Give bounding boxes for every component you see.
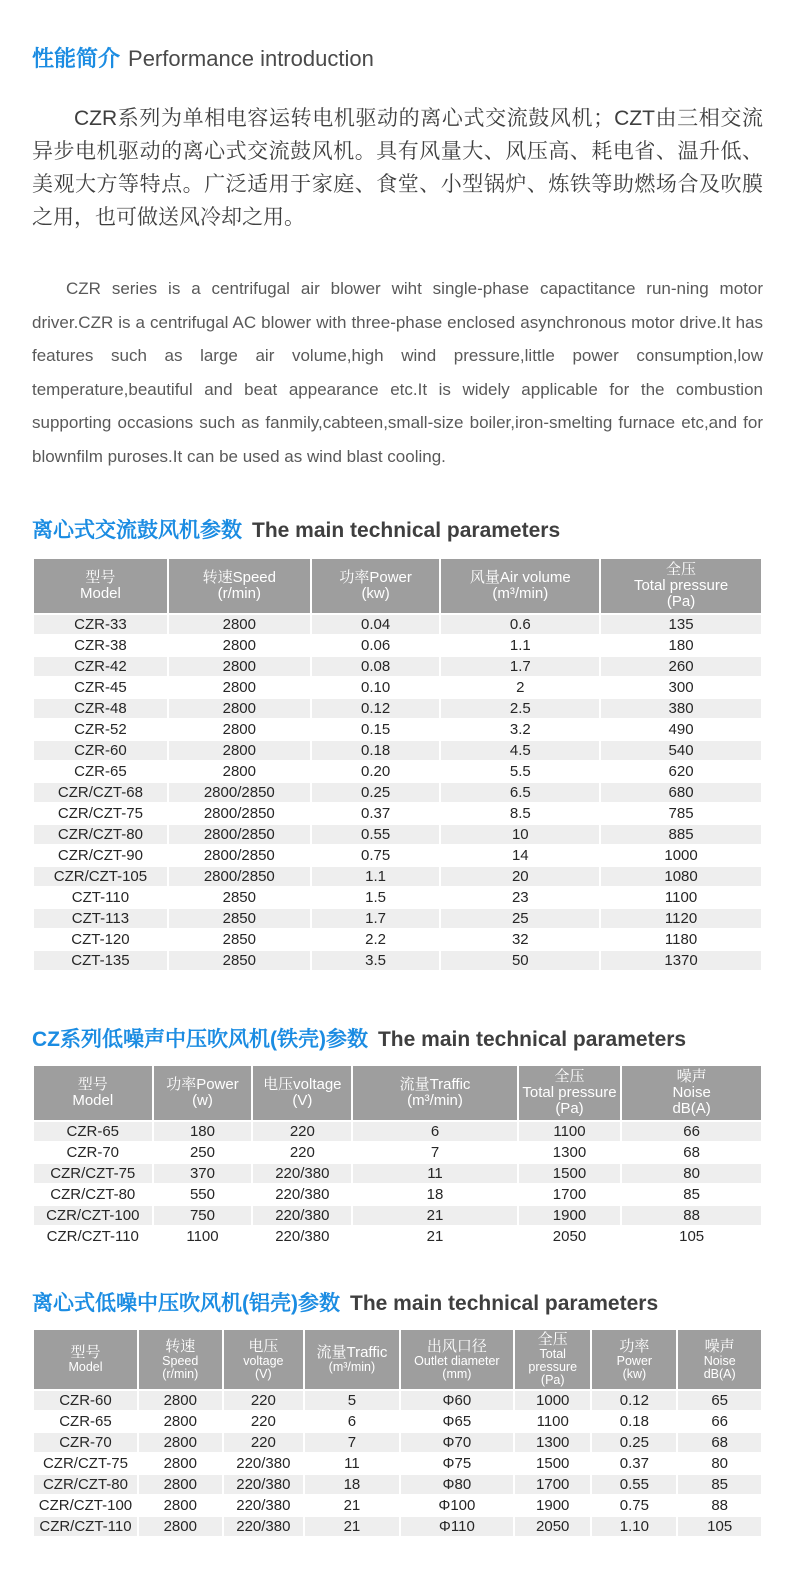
table-header-row	[33, 1065, 762, 1121]
table-cell: 0.12	[311, 698, 441, 719]
table-row	[33, 740, 762, 761]
table-cell: 2850	[168, 929, 311, 950]
table-row	[33, 908, 762, 929]
column-header: 噪声 Noise dB(A)	[621, 1065, 762, 1121]
section-heading-zh: 离心式低噪中压吹风机(铝壳)参数	[32, 1292, 340, 1315]
table-cell: 2800	[138, 1453, 223, 1474]
intro-paragraph-chinese: CZR系列为单相电容运转电机驱动的离心式交流鼓风机；CZT由三相交流异步电机驱动的离心式交流鼓风机。具有风量大、风压高、耗电省、温升低、美观大方等特点。广泛适用于家庭、食堂、小型锅炉、炼铁等助燃场合及吹膜之用，也可做送风冷却之用。	[32, 107, 763, 229]
table-row	[33, 761, 762, 782]
table-cell: 1.5	[311, 887, 441, 908]
table-cell: CZR-70	[33, 1432, 138, 1453]
table-row	[33, 1205, 762, 1226]
table-cell: 0.18	[311, 740, 441, 761]
table-header-row	[33, 558, 762, 614]
column-header: 功率Power (kw)	[311, 558, 441, 614]
column-header: 噪声 Noise dB(A)	[677, 1329, 762, 1390]
table-cell: Φ70	[400, 1432, 514, 1453]
table-row	[33, 1516, 762, 1537]
table-cell: CZR/CZT-80	[33, 824, 168, 845]
table-cell: 490	[600, 719, 762, 740]
table-cell: 380	[600, 698, 762, 719]
table-cell: 88	[677, 1495, 762, 1516]
table-cell: 220	[223, 1411, 305, 1432]
table-cell: 21	[352, 1205, 517, 1226]
table-cell: CZR/CZT-110	[33, 1226, 153, 1247]
section-heading-en: The main technical parameters	[350, 1292, 659, 1315]
aluminum-shell-blower-parameters-table	[32, 1328, 763, 1538]
table-cell: 1100	[514, 1411, 591, 1432]
table-cell: CZR-65	[33, 1411, 138, 1432]
table-cell: 1.7	[440, 656, 600, 677]
table-cell: 7	[304, 1432, 399, 1453]
table-cell: 68	[677, 1432, 762, 1453]
iron-shell-blower-parameters-table	[32, 1064, 763, 1248]
table-row	[33, 677, 762, 698]
table-row	[33, 1474, 762, 1495]
table-cell: 20	[440, 866, 600, 887]
table-cell: 220	[252, 1142, 352, 1163]
table-cell: 65	[677, 1390, 762, 1411]
table-cell: 5.5	[440, 761, 600, 782]
table-cell: 220	[223, 1432, 305, 1453]
column-header: 功率 Power (kw)	[591, 1329, 677, 1390]
table-cell: 220	[252, 1121, 352, 1142]
table-cell: 80	[621, 1163, 762, 1184]
table-cell: 220/380	[223, 1474, 305, 1495]
table-row	[33, 635, 762, 656]
table-cell: Φ100	[400, 1495, 514, 1516]
table-cell: 5	[304, 1390, 399, 1411]
table-row	[33, 782, 762, 803]
table-cell: 3.5	[311, 950, 441, 971]
table-row	[33, 698, 762, 719]
table-cell: 0.15	[311, 719, 441, 740]
column-header: 型号 Model	[33, 1329, 138, 1390]
table-cell: 21	[304, 1516, 399, 1537]
table-row	[33, 656, 762, 677]
table-cell: CZR/CZT-75	[33, 1163, 153, 1184]
table-row	[33, 887, 762, 908]
table-cell: 2800	[168, 614, 311, 635]
table-cell: CZR/CZT-80	[33, 1474, 138, 1495]
table-cell: 540	[600, 740, 762, 761]
table-row	[33, 1121, 762, 1142]
table-cell: CZR-60	[33, 740, 168, 761]
table-cell: 1370	[600, 950, 762, 971]
table-cell: 18	[352, 1184, 517, 1205]
section-heading	[32, 1290, 763, 1318]
section-heading-zh: 离心式交流鼓风机参数	[32, 519, 242, 542]
table-cell: 0.06	[311, 635, 441, 656]
table-cell: 1100	[600, 887, 762, 908]
table-cell: 4.5	[440, 740, 600, 761]
table-cell: 2800	[168, 677, 311, 698]
table-cell: Φ60	[400, 1390, 514, 1411]
column-header: 全压 Total pressure (Pa)	[600, 558, 762, 614]
table-cell: 1900	[514, 1495, 591, 1516]
table-cell: 10	[440, 824, 600, 845]
table-cell: 105	[621, 1226, 762, 1247]
intro-heading-en: Performance introduction	[128, 46, 374, 71]
table-cell: CZR/CZT-100	[33, 1495, 138, 1516]
section-heading	[32, 1026, 763, 1054]
table-cell: 6	[352, 1121, 517, 1142]
section-heading	[32, 517, 763, 545]
table-cell: 220/380	[252, 1205, 352, 1226]
intro-heading-zh: 性能简介	[32, 46, 121, 71]
table-cell: 2800/2850	[168, 845, 311, 866]
table-cell: 14	[440, 845, 600, 866]
table-cell: 260	[600, 656, 762, 677]
table-cell: 80	[677, 1453, 762, 1474]
table-cell: 105	[677, 1516, 762, 1537]
column-header: 型号 Model	[33, 558, 168, 614]
table-cell: 3.2	[440, 719, 600, 740]
table-cell: 550	[153, 1184, 253, 1205]
table-cell: 0.20	[311, 761, 441, 782]
table-cell: CZR-70	[33, 1142, 153, 1163]
table-cell: 370	[153, 1163, 253, 1184]
table-cell: 2800	[138, 1432, 223, 1453]
table-cell: 0.55	[591, 1474, 677, 1495]
table-cell: 66	[621, 1121, 762, 1142]
table-cell: CZR-52	[33, 719, 168, 740]
table-cell: 2850	[168, 887, 311, 908]
table-cell: 1180	[600, 929, 762, 950]
table-cell: Φ80	[400, 1474, 514, 1495]
table-cell: 300	[600, 677, 762, 698]
table-cell: CZR-65	[33, 1121, 153, 1142]
table-cell: 750	[153, 1205, 253, 1226]
column-header: 电压voltage (V)	[252, 1065, 352, 1121]
table-row	[33, 824, 762, 845]
table-cell: CZT-120	[33, 929, 168, 950]
section-heading-en: The main technical parameters	[377, 1028, 687, 1051]
table-row	[33, 845, 762, 866]
table-row	[33, 1495, 762, 1516]
table-cell: CZR/CZT-80	[33, 1184, 153, 1205]
table-cell: 21	[304, 1495, 399, 1516]
table-row	[33, 950, 762, 971]
section-heading-zh: CZ系列低噪声中压吹风机(铁壳)参数	[32, 1028, 368, 1051]
table-cell: 8.5	[440, 803, 600, 824]
table-cell: 1100	[518, 1121, 622, 1142]
table-cell: 68	[621, 1142, 762, 1163]
table-cell: 1.7	[311, 908, 441, 929]
table-cell: 2.5	[440, 698, 600, 719]
table-cell: 18	[304, 1474, 399, 1495]
table-cell: 1100	[153, 1226, 253, 1247]
table-cell: 2800	[138, 1516, 223, 1537]
table-cell: 2800	[168, 656, 311, 677]
table-cell: 0.04	[311, 614, 441, 635]
column-header: 转速 Speed (r/min)	[138, 1329, 223, 1390]
table-cell: 2800/2850	[168, 803, 311, 824]
column-header: 功率Power (w)	[153, 1065, 253, 1121]
table-cell: 7	[352, 1142, 517, 1163]
table-row	[33, 1411, 762, 1432]
table-cell: 2800/2850	[168, 782, 311, 803]
table-cell: CZR-48	[33, 698, 168, 719]
table-cell: 2800	[168, 698, 311, 719]
table-cell: 1300	[514, 1432, 591, 1453]
table-row	[33, 1163, 762, 1184]
table-cell: 2050	[518, 1226, 622, 1247]
table-cell: 0.37	[311, 803, 441, 824]
table-cell: CZR/CZT-110	[33, 1516, 138, 1537]
table-row	[33, 1184, 762, 1205]
table-cell: 66	[677, 1411, 762, 1432]
table-cell: 2800/2850	[168, 866, 311, 887]
table-row	[33, 1226, 762, 1247]
table-cell: 0.75	[591, 1495, 677, 1516]
table-row	[33, 866, 762, 887]
table-cell: 1.1	[311, 866, 441, 887]
table-cell: 85	[677, 1474, 762, 1495]
table-cell: 785	[600, 803, 762, 824]
table-cell: 2800/2850	[168, 824, 311, 845]
table-row	[33, 803, 762, 824]
table-cell: 0.25	[311, 782, 441, 803]
table-row	[33, 719, 762, 740]
table-cell: Φ65	[400, 1411, 514, 1432]
column-header: 电压 voltage (V)	[223, 1329, 305, 1390]
section-ac-blower-parameters	[32, 517, 763, 972]
table-cell: 1900	[518, 1205, 622, 1226]
table-cell: CZR-60	[33, 1390, 138, 1411]
table-cell: 21	[352, 1226, 517, 1247]
table-cell: 0.55	[311, 824, 441, 845]
table-cell: CZR/CZT-75	[33, 803, 168, 824]
table-cell: CZR-38	[33, 635, 168, 656]
table-cell: 2800	[138, 1495, 223, 1516]
table-cell: 6	[304, 1411, 399, 1432]
table-cell: 0.6	[440, 614, 600, 635]
table-cell: 2800	[168, 740, 311, 761]
table-cell: 1500	[518, 1163, 622, 1184]
table-cell: 180	[600, 635, 762, 656]
table-cell: 680	[600, 782, 762, 803]
table-cell: CZT-113	[33, 908, 168, 929]
table-cell: 2800	[138, 1390, 223, 1411]
table-row	[33, 929, 762, 950]
table-row	[33, 1453, 762, 1474]
table-cell: Φ75	[400, 1453, 514, 1474]
table-cell: 1300	[518, 1142, 622, 1163]
table-cell: CZR/CZT-90	[33, 845, 168, 866]
table-cell: 220/380	[252, 1226, 352, 1247]
table-cell: 0.08	[311, 656, 441, 677]
table-cell: 250	[153, 1142, 253, 1163]
table-cell: 220/380	[223, 1495, 305, 1516]
table-cell: CZR-42	[33, 656, 168, 677]
table-cell: CZR/CZT-75	[33, 1453, 138, 1474]
table-cell: 1000	[514, 1390, 591, 1411]
table-cell: 1000	[600, 845, 762, 866]
table-cell: CZR-33	[33, 614, 168, 635]
intro-heading	[32, 46, 763, 72]
intro-paragraph-english: CZR series is a centrifugal air blower wiht single-phase capactitance run-ning motor driver.CZR is a centrifugal AC blower with three-phase enclosed asynchronous motor drive.It has features such as large air volume,high wind pressure,little power consumption,low temperature,beautiful and beat appearance etc.It is widely applicable for the combustion supporting occasions such as fanmily,cabteen,small-size boiler,iron-smelting furnace etc,and for blownfilm puroses.It can be used as wind blast cooling.	[32, 279, 763, 466]
section-heading-en: The main technical parameters	[252, 519, 561, 542]
table-cell: 1080	[600, 866, 762, 887]
section-iron-shell-blower-parameters	[32, 1026, 763, 1248]
table-cell: 0.18	[591, 1411, 677, 1432]
table-cell: 220/380	[252, 1163, 352, 1184]
table-cell: CZT-110	[33, 887, 168, 908]
table-row	[33, 614, 762, 635]
table-cell: 2850	[168, 908, 311, 929]
table-cell: 2800	[168, 635, 311, 656]
table-cell: 11	[304, 1453, 399, 1474]
table-cell: 2800	[168, 719, 311, 740]
column-header: 出风口径 Outlet diameter (mm)	[400, 1329, 514, 1390]
table-cell: 1.10	[591, 1516, 677, 1537]
table-cell: 32	[440, 929, 600, 950]
table-cell: 220/380	[223, 1453, 305, 1474]
table-row	[33, 1432, 762, 1453]
table-cell: 620	[600, 761, 762, 782]
table-header-row	[33, 1329, 762, 1390]
table-cell: Φ110	[400, 1516, 514, 1537]
table-cell: 2	[440, 677, 600, 698]
table-cell: 0.10	[311, 677, 441, 698]
table-cell: 0.75	[311, 845, 441, 866]
table-cell: 1700	[514, 1474, 591, 1495]
table-cell: CZR/CZT-100	[33, 1205, 153, 1226]
table-cell: 885	[600, 824, 762, 845]
table-cell: 2800	[168, 761, 311, 782]
table-cell: 2050	[514, 1516, 591, 1537]
table-cell: 0.37	[591, 1453, 677, 1474]
table-cell: 135	[600, 614, 762, 635]
table-cell: 2800	[138, 1474, 223, 1495]
table-cell: CZR-65	[33, 761, 168, 782]
table-cell: CZR-45	[33, 677, 168, 698]
column-header: 流量Traffic (m³/min)	[304, 1329, 399, 1390]
table-cell: 220/380	[223, 1516, 305, 1537]
section-aluminum-shell-blower-parameters	[32, 1290, 763, 1538]
table-cell: 1120	[600, 908, 762, 929]
column-header: 风量Air volume (m³/min)	[440, 558, 600, 614]
table-cell: 0.12	[591, 1390, 677, 1411]
table-cell: CZR/CZT-105	[33, 866, 168, 887]
table-cell: 88	[621, 1205, 762, 1226]
table-cell: 1500	[514, 1453, 591, 1474]
table-row	[33, 1142, 762, 1163]
column-header: 全压 Total pressure (Pa)	[518, 1065, 622, 1121]
table-cell: CZR/CZT-68	[33, 782, 168, 803]
ac-blower-parameters-table	[32, 557, 763, 972]
table-cell: 220	[223, 1390, 305, 1411]
table-cell: CZT-135	[33, 950, 168, 971]
table-cell: 11	[352, 1163, 517, 1184]
table-row	[33, 1390, 762, 1411]
table-cell: 25	[440, 908, 600, 929]
column-header: 型号 Model	[33, 1065, 153, 1121]
table-cell: 1.1	[440, 635, 600, 656]
column-header: 流量Traffic (m³/min)	[352, 1065, 517, 1121]
table-cell: 50	[440, 950, 600, 971]
column-header: 转速Speed (r/min)	[168, 558, 311, 614]
table-cell: 6.5	[440, 782, 600, 803]
table-cell: 220/380	[252, 1184, 352, 1205]
table-cell: 1700	[518, 1184, 622, 1205]
column-header: 全压 Total pressure (Pa)	[514, 1329, 591, 1390]
table-cell: 85	[621, 1184, 762, 1205]
table-cell: 180	[153, 1121, 253, 1142]
table-cell: 23	[440, 887, 600, 908]
table-cell: 2850	[168, 950, 311, 971]
table-cell: 2800	[138, 1411, 223, 1432]
table-cell: 2.2	[311, 929, 441, 950]
table-cell: 0.25	[591, 1432, 677, 1453]
